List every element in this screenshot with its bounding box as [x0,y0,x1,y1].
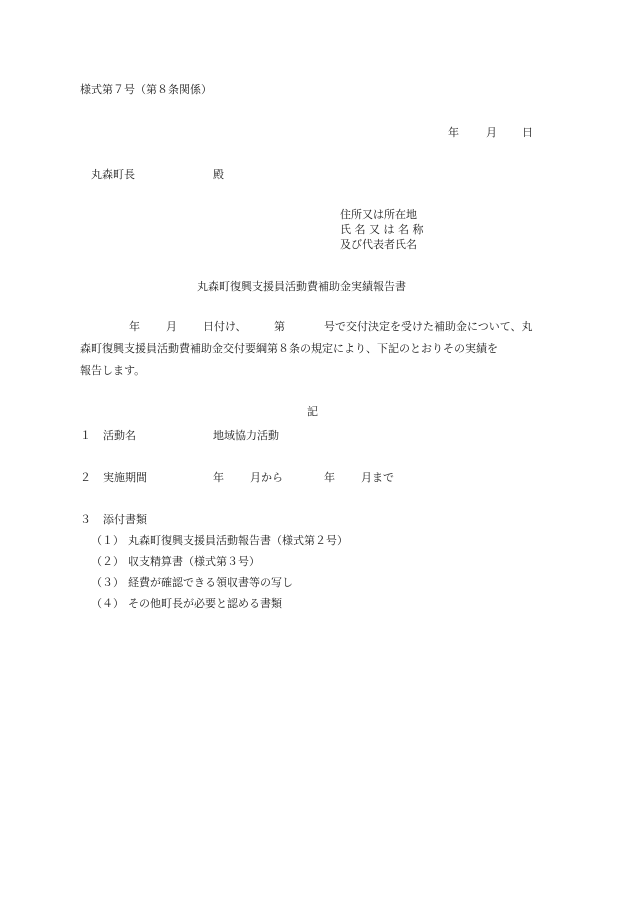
document-title: 丸森町復興支援員活動費補助金実績報告書 [197,280,406,293]
form-number: 様式第７号（第８条関係） [80,83,212,96]
attachment-text: 収支精算書（様式第３号） [128,555,260,568]
body-day-label: 日付け、 [203,320,247,333]
ki-heading: 記 [307,405,318,418]
item2-number: ２ [80,471,91,484]
item3-label: 添付書類 [103,513,147,526]
body-line1-rest: 号で交付決定を受けた補助金について、丸 [324,320,533,333]
date-year-label: 年 [448,126,459,139]
date-month-label: 月 [486,126,497,139]
addressee-name: 丸森町長 [91,168,135,181]
attachment-text: 丸森町復興支援員活動報告書（様式第２号） [128,534,348,547]
body-line2: 森町復興支援員活動費補助金交付要綱第８条の規定により、下記のとおりその実績を [80,342,498,355]
item2-year-from: 年 [213,471,224,484]
item3-number: ３ [80,513,91,526]
item1-number: １ [80,429,91,442]
item2-label: 実施期間 [103,471,147,484]
body-year-label: 年 [129,320,140,333]
item2-month-to: 月まで [361,471,394,484]
addressee-honorific: 殿 [213,168,224,181]
item1-value: 地域協力活動 [213,429,279,442]
attachment-number: （１） [91,534,124,547]
item2-month-from: 月から [250,471,283,484]
body-line3: 報告します。 [80,364,146,377]
item2-year-to: 年 [324,471,335,484]
attachment-number: （３） [91,576,124,589]
attachment-text: 経費が確認できる領収書等の写し [128,576,293,589]
body-number-prefix: 第 [274,320,285,333]
attachment-text: その他町長が必要と認める書類 [128,597,282,610]
body-month-label: 月 [166,320,177,333]
address-label: 住所又は所在地 [340,208,417,221]
item1-label: 活動名 [103,429,136,442]
attachment-number: （４） [91,597,124,610]
representative-label: 及び代表者氏名 [340,238,417,251]
name-label: 氏 名 又 は 名 称 [340,223,424,236]
date-day-label: 日 [522,126,533,139]
attachment-number: （２） [91,555,124,568]
